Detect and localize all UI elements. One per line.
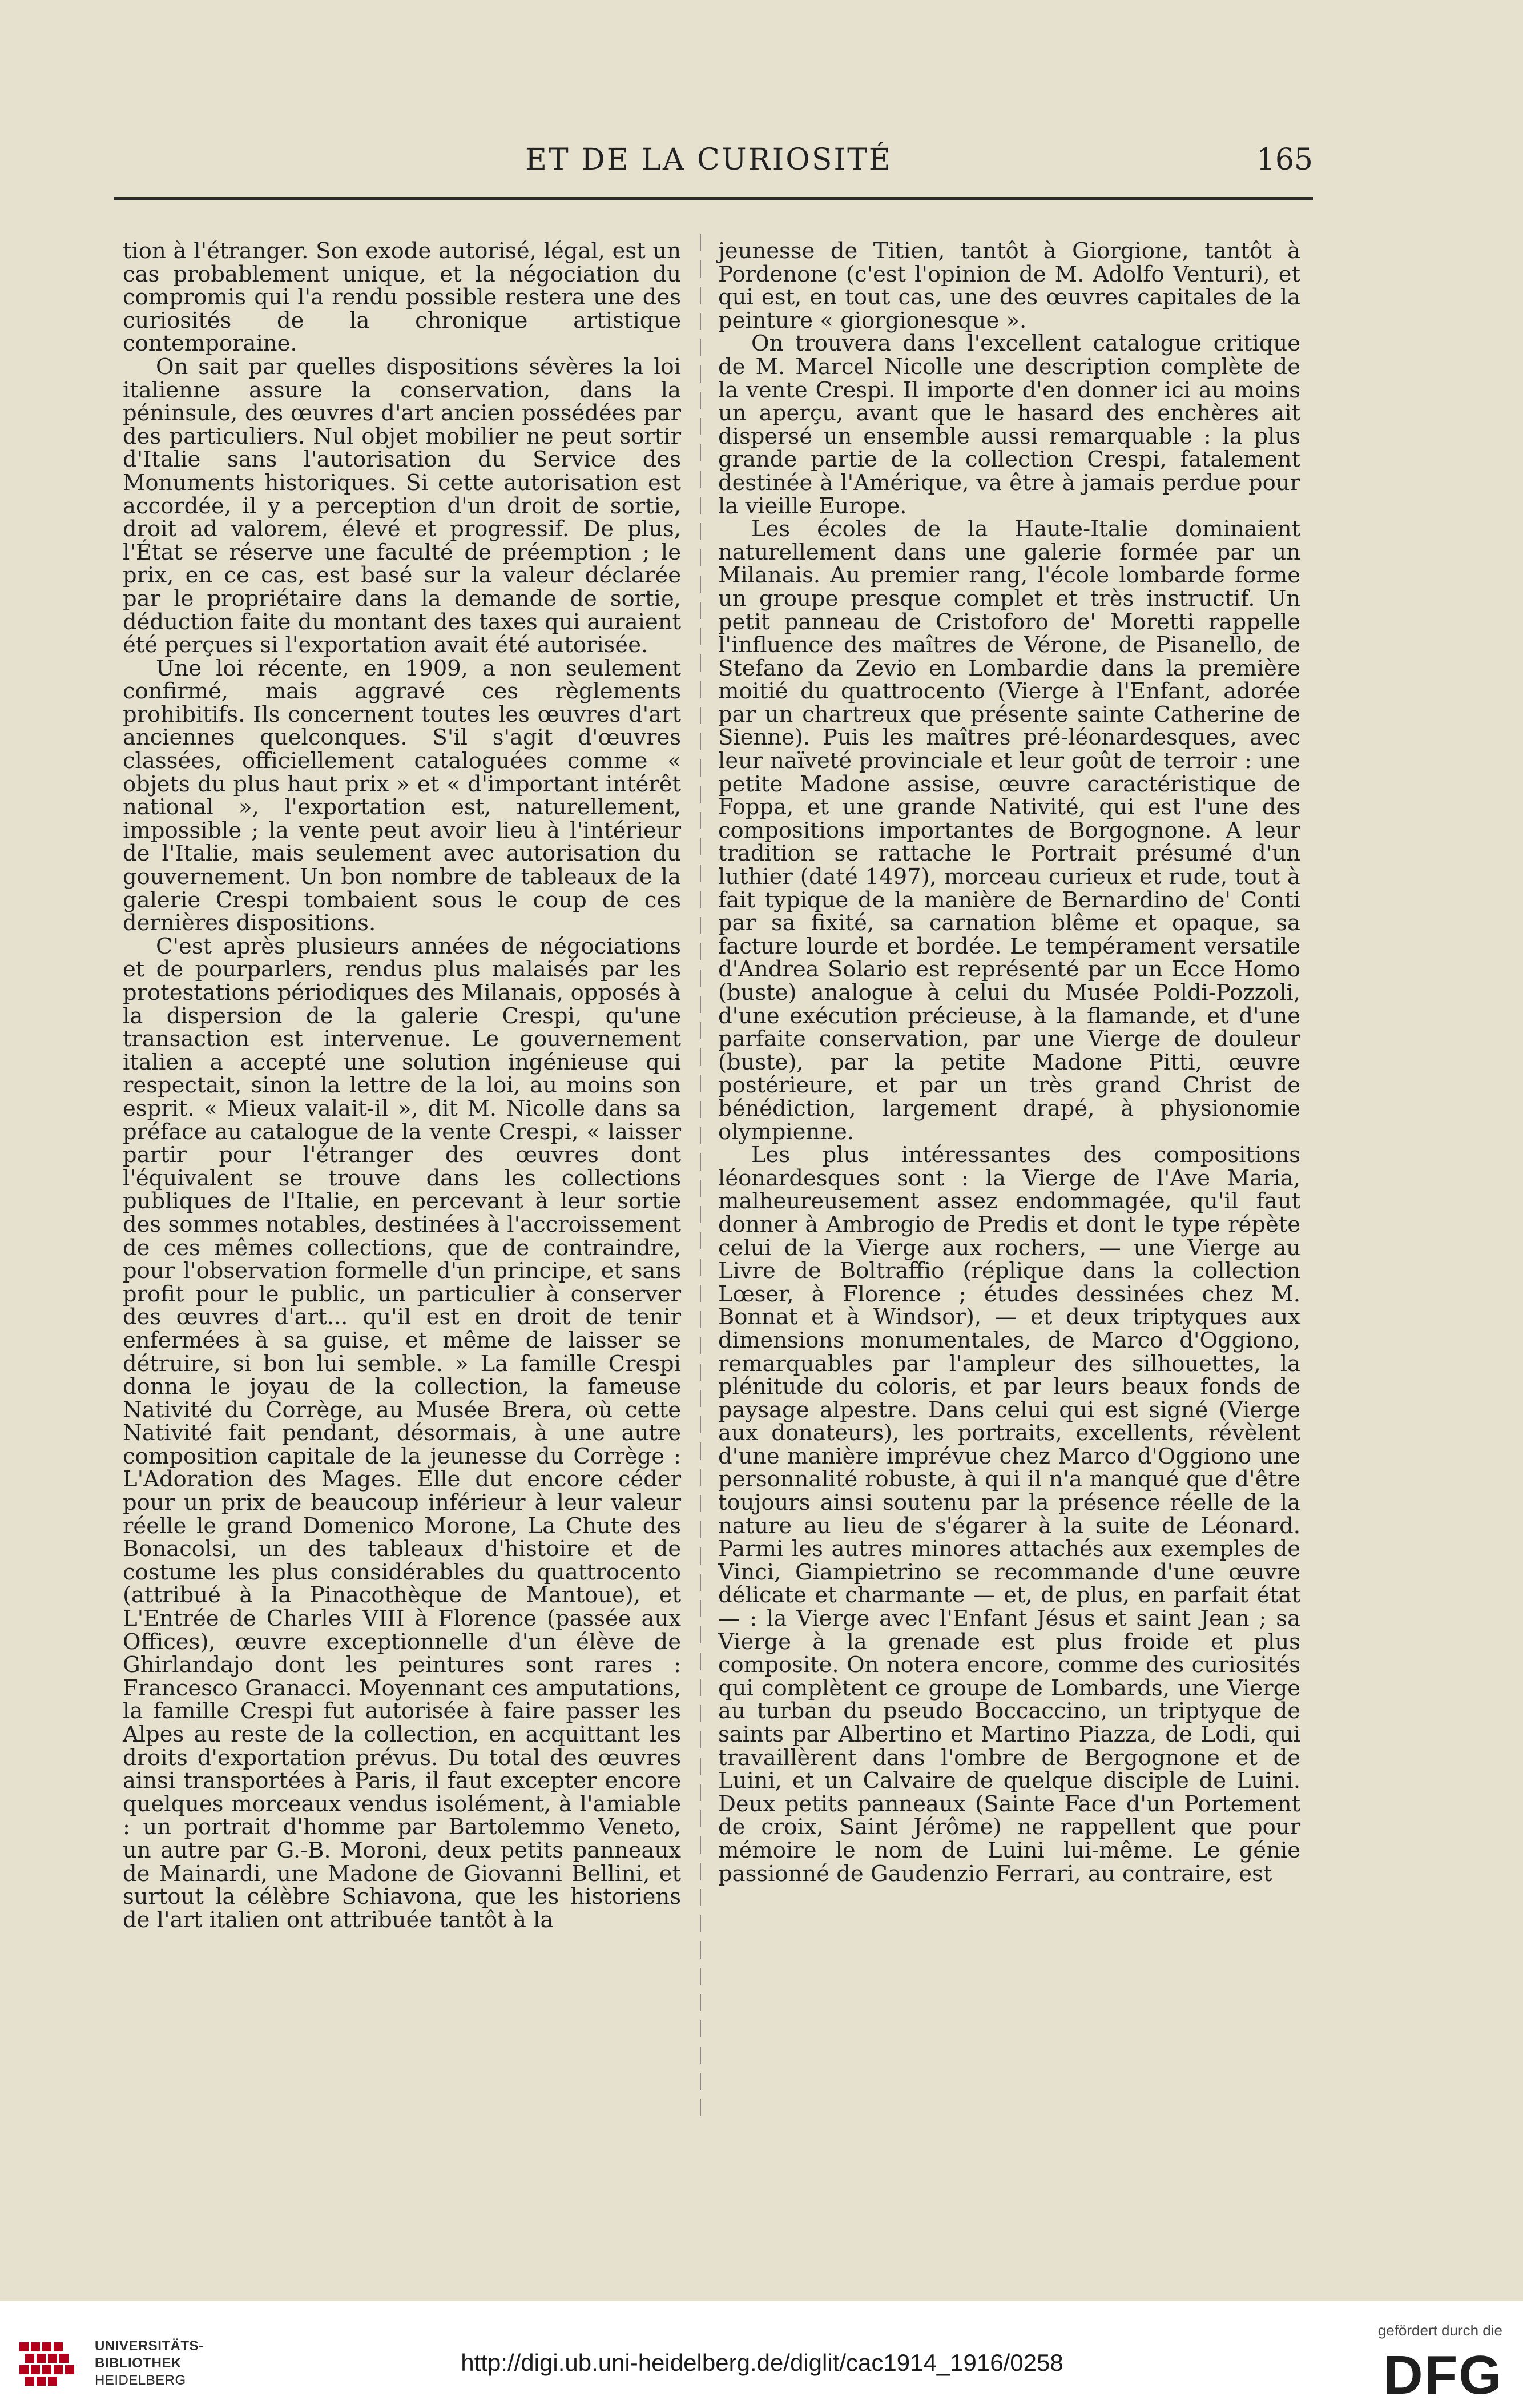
university-seal-icon	[17, 2340, 86, 2390]
library-line: UNIVERSITÄTS-	[95, 2338, 204, 2354]
running-title: ET DE LA CURIOSITÉ	[525, 143, 892, 177]
header-rule	[114, 197, 1313, 200]
paragraph: tion à l'étranger. Son exode autorisé, légal, est un cas probablement unique, et la négociation du compromis qui l'a rendu possible restera une des curiosités de la chronique artistique contemporaine.	[123, 238, 681, 357]
sponsor-label: gefördert durch die	[1377, 2322, 1502, 2339]
paragraph: Les plus intéressantes des compositions léonardesques sont : la Vierge de l'Ave Maria, malheureusement assez endommagée, qu'il faut donner à Ambrogio de Predis et dont le type répète celui de la Vierge aux rochers, — une Vierge au Livre de Boltraffio (réplique dans la collection Lœser, à Florence ; études dessinées chez M. Bonnat et à Windsor), — et deux triptyques aux dimensions monumentales, de Marco d'Oggiono, remarquables par l'ampleur des silhouettes, la plénitude du coloris, et par leurs beaux fonds de paysage alpestre. Dans celui qui est signé (Vierge aux donateurs), les portraits, excellents, révèlent d'une manière imprévue chez Marco d'Oggiono une personnalité robuste, à qui il n'a manqué que d'être toujours ainsi soutenu par la présence réelle de la nature au lieu de s'égarer à la suite de Léonard. Parmi les autres minores attachés aux exemples de Vinci, Giampietrino se recommande d'une œuvre délicate et charmante — et, de plus, en parfait état — : la Vierge avec l'Enfant Jésus et saint Jean ; sa Vierge à la grenade est plus froide et plus composite. On notera encore, comme des curiosités qui complètent ce groupe de Lombards, une Vierge au turban du pseudo Boccaccino, un triptyque de saints par Albertino et Martino Piazza, de Lodi, qui travaillèrent dans l'ombre de Bergognone et de Luini, et un Calvaire de quelque disciple de Luini. Deux petits panneaux (Sainte Face d'un Portement de croix, Saint Jérôme) ne rappellent que pour mémoire le nom de Luini lui-même. Le génie passionné de Gaudenzio Ferrari, au contraire, est	[718, 1142, 1300, 1887]
footer-bar	[0, 2301, 1523, 2408]
paragraph: Les écoles de la Haute-Italie dominaient naturellement dans une galerie formée par un Milanais. Au premier rang, l'école lombarde forme un groupe presque complet et très instructif. Un petit panneau de Cristoforo de' Moretti rappelle l'influence des maîtres de Vérone, de Pisanello, de Stefano da Zevio en Lombardie dans la première moitié du quattrocento (Vierge à l'Enfant, adorée par un chartreux que présente sainte Catherine de Sienne). Puis les maîtres pré-léonardesques, avec leur naïveté provinciale et leur goût de terroir : une petite Madone assise, œuvre caractéristique de Foppa, et une grande Nativité, qui est l'une des compositions importantes de Borgognone. A leur tradition se rattache le Portrait présumé d'un luthier (daté 1497), morceau curieux et rude, tout à fait typique de la manière de Bernardino de' Conti par sa fixité, sa carnation blême et opaque, sa facture lourde et bordée. Le tempérament versatile d'Andrea Solario est représenté par un Ecce Homo (buste) analogue à celui du Musée Poldi-Pozzoli, d'une exécution précieuse, à la flamande, et d'une parfaite conservation, par une Vierge de douleur (buste), par la petite Madone Pitti, œuvre postérieure, et par un très grand Christ de bénédiction, largement drapé, à physionomie olympienne.	[718, 516, 1300, 1145]
paragraph: On sait par quelles dispositions sévères la loi italienne assure la conservation, dans la péninsule, des œuvres d'art ancien possédées par des particuliers. Nul objet mobilier ne peut sortir d'Italie sans l'autorisation du Service des Monuments historiques. Si cette autorisation est accordée, il y a perception d'un droit de sortie, droit ad valorem, élevé et progressif. De plus, l'État se réserve une faculté de préemption ; le prix, en ce cas, est basé sur la valeur déclarée par le propriétaire dans la demande de sortie, déduction faite du montant des taxes qui auraient été perçues si l'exportation avait été autorisée.	[123, 353, 681, 658]
running-head	[114, 143, 1313, 188]
library-line: HEIDELBERG	[95, 2373, 186, 2388]
paragraph: On trouvera dans l'excellent catalogue critique de M. Marcel Nicolle une description complète de la vente Crespi. Il importe d'en donner ici au moins un aperçu, avant que le hasard des enchères ait dispersé un ensemble aussi remarquable : la plus grande partie de la collection Crespi, fatalement destinée à l'Amérique, va être à jamais perdue pour la vieille Europe.	[718, 331, 1300, 519]
left-column	[123, 240, 681, 1932]
paragraph: Une loi récente, en 1909, a non seulement confirmé, mais aggravé ces règlements prohibitifs. Ils concernent toutes les œuvres d'art anciennes quelconques. S'il s'agit d'œuvres classées, officiellement cataloguées comme « objets du plus haut prix » et « d'important intérêt national », l'exportation est, naturellement, impossible ; la vente peut avoir lieu à l'intérieur de l'Italie, mais seulement avec autorisation du gouvernement. Un bon nombre de tableaux de la galerie Crespi tombaient sous le coup de ces dernières dispositions.	[123, 655, 681, 936]
library-line: BIBLIOTHEK	[95, 2355, 182, 2371]
right-column	[718, 240, 1300, 1886]
library-name	[95, 2338, 204, 2389]
paragraph: jeunesse de Titien, tantôt à Giorgione, tantôt à Pordenone (c'est l'opinion de M. Adolfo Venturi), et qui est, en tout cas, une des œuvres capitales de la peinture « giorgionesque ».	[718, 238, 1300, 333]
column-divider	[700, 234, 701, 2124]
page-number: 165	[1256, 143, 1313, 177]
dfg-logo: DFG	[1383, 2345, 1502, 2406]
paragraph: C'est après plusieurs années de négociations et de pourparlers, rendus plus malaisés par les protestations périodiques des Milanais, opposés à la dispersion de la galerie Crespi, qu'une transaction est intervenue. Le gouvernement italien a accepté une solution ingénieuse qui respectait, sinon la lettre de la loi, au moins son esprit. « Mieux valait-il », dit M. Nicolle dans sa préface au catalogue de la vente Crespi, « laisser partir pour l'étranger des œuvres dont l'équivalent se trouve dans les collections publiques de l'Italie, en percevant à leur sortie des sommes notables, destinées à l'accroissement de ces mêmes collections, que de contraindre, pour l'observation formelle d'un principe, et sans profit pour le public, un particulier à conserver des œuvres d'art... qu'il est en droit de tenir enfermées à sa guise, et même de laisser se détruire, si bon lui semble. » La famille Crespi donna le joyau de la collection, la fameuse Nativité du Corrège, au Musée Brera, où cette Nativité fait pendant, désormais, à une autre composition capitale de la jeunesse du Corrège : L'Adoration des Mages. Elle dut encore céder pour un prix de beaucoup inférieur à leur valeur réelle le grand Domenico Morone, La Chute des Bonacolsi, un des tableaux d'histoire et de costume les plus considérables du quattrocento (attribué à la Pinacothèque de Mantoue), et L'Entrée de Charles VIII à Florence (passée aux Offices), œuvre exceptionnelle d'un élève de Ghirlandajo dont les peintures sont rares : Francesco Granacci. Moyennant ces amputations, la famille Crespi fut autorisée à faire passer les Alpes au reste de la collection, en acquittant les droits d'exportation prévus. Du total des œuvres ainsi transportées à Paris, il faut excepter encore quelques morceaux vendus isolément, à l'amiable : un portrait d'homme par Bartolemmo Veneto, un autre par G.-B. Moroni, deux petits panneaux de Mainardi, une Madone de Giovanni Bellini, et surtout la célèbre Schiavona, que les historiens de l'art italien ont attribuée tantôt à la	[123, 933, 681, 1933]
source-url-link[interactable]: http://digi.ub.uni-heidelberg.de/diglit/cac1914_1916/0258	[461, 2349, 1063, 2376]
